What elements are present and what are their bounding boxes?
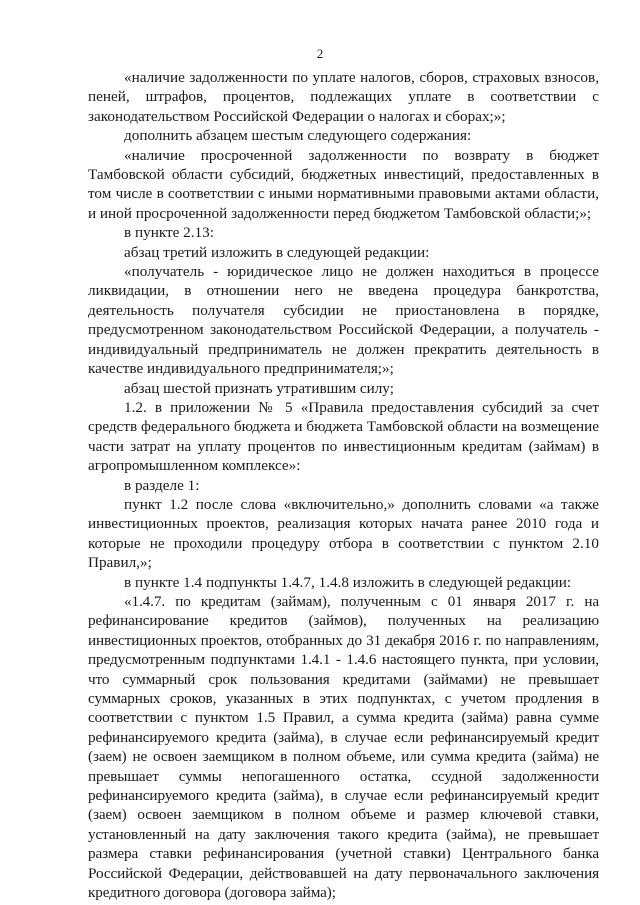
paragraph: абзац шестой признать утратившим силу; <box>124 379 394 397</box>
paragraph: «наличие задолженности по уплате налогов, сборов, страховых взносов, пеней, штрафов, процентов, подлежащих уплате в соответствии с законодательством Российской Федерации о налогах и сборах;»; <box>88 69 599 125</box>
paragraph: «наличие просроченной задолженности по возврату в бюджет Тамбовской области субсидий, бюджетных инвестиций, предоставленных в том числе в соответствии с иными нормативными правовыми актами области, и иной просроченной задолженности перед бюджетом Тамбовской области;»; <box>88 146 599 222</box>
paragraph: абзац третий изложить в следующей редакции: <box>124 243 430 261</box>
paragraph: дополнить абзацем шестым следующего содержания: <box>124 127 472 145</box>
page-number: 2 <box>316 46 324 61</box>
paragraph: «1.4.7. по кредитам (займам), полученным с 01 января 2017 г. на рефинансирование кредитов (займов), полученных на реализацию инвестиционных проектов, отобранных до 31 декабря 2016 г. по направлениям, предусмотренным подпунктами 1.4.1 - 1.4.6 настоящего пункта, при условии, что суммарный срок пользования кредитами (займами) не превышает суммарных сроков, указанных в этих подпунктах, с учетом продления в соответствии с пунктом 1.5 Правил, а сумма кредита (займа) равна сумме рефинансируемого кредита (займа), в случае если рефинансируемый кредит (заем) не освоен заемщиком в полном объеме, или сумма кредита (займа) не превышает суммы непогашенного остатка, ссудной задолженности рефинансируемого кредита (займа), в случае если рефинансируемый кредит (заем) освоен заемщиком в полном объеме и размер ключевой ставки, установленный на дату заключения такого кредита (займа), не превышает размера ставки рефинансирования (учетной ставки) Центрального банка Российской Федерации, действовавшей на дату первоначального заключения кредитного договора (договора займа); <box>88 592 599 902</box>
document-body <box>88 68 599 902</box>
paragraph: в пункте 2.13: <box>124 224 214 242</box>
paragraph: пункт 1.2 после слова «включительно,» дополнить словами «а также инвестиционных проектов, реализация которых начата ранее 2010 года и которые не проходили процедуру отбора в соответствии с пунктом 2.10 Правил,»; <box>88 495 599 572</box>
paragraph: в пункте 1.4 подпункты 1.4.7, 1.4.8 изложить в следующей редакции: <box>124 573 572 591</box>
paragraph: «получатель - юридическое лицо не должен находиться в процессе ликвидации, в отношении него не введена процедура банкротства, деятельность получателя субсидии не приостановлена в порядке, предусмотренном законодательством Российской Федерации, а получатель - индивидуальный предприниматель не должен прекратить деятельность в качестве индивидуального предпринимателя;»; <box>88 263 599 378</box>
paragraph: 1.2. в приложении № 5 «Правила предоставления субсидий за счет средств федерального бюджета и бюджета Тамбовской области на возмещение части затрат на уплату процентов по инвестиционным кредитам (займам) в агропромышленном комплексе»: <box>88 398 599 475</box>
paragraph: в разделе 1: <box>124 476 200 494</box>
